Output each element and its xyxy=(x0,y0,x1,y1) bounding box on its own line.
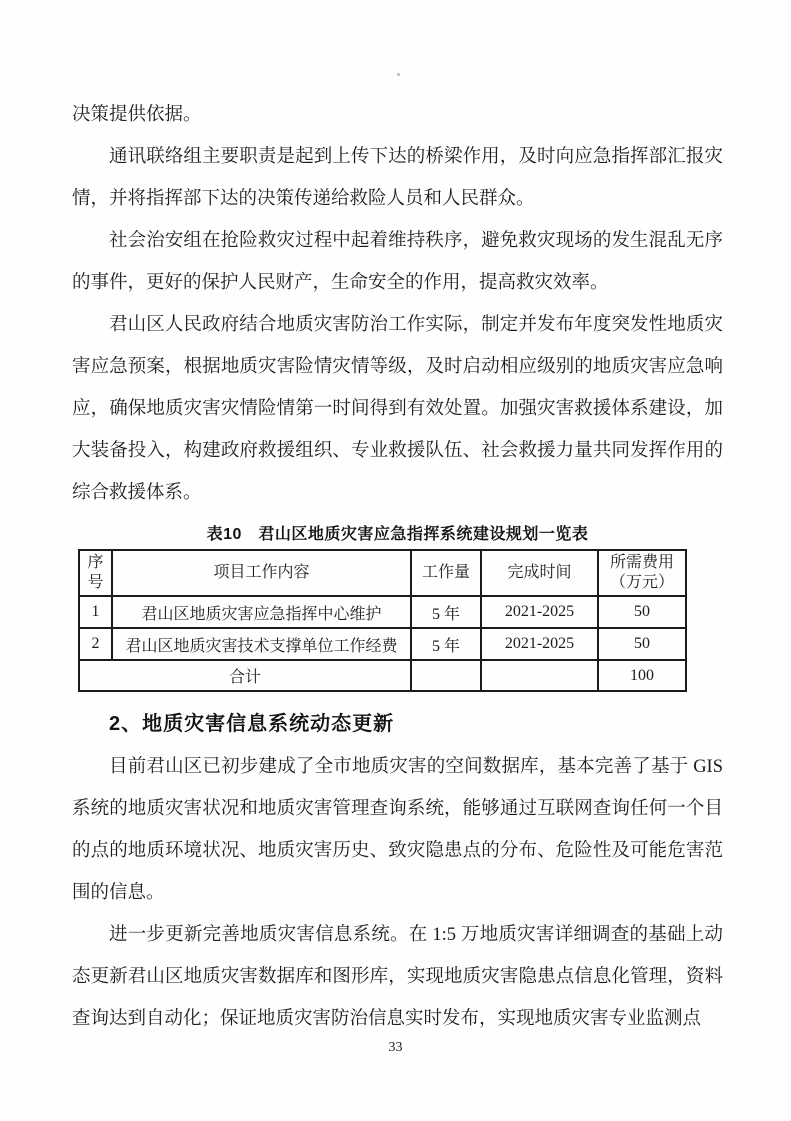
cell-cost: 50 xyxy=(598,628,686,660)
cell-completion-time: 2021-2025 xyxy=(481,596,598,628)
paragraph-government-response: 君山区人民政府结合地质灾害防治工作实际，制定并发布年度突发性地质灾害应急预案，根据地质灾害险情灾情等级，及时启动相应级别的地质灾害应急响应，确保地质灾害灾情险情第一时间得到有效处置。加强灾害救援体系建设，加大装备投入，构建政府救援组织、专业救援队伍、社会救援力量共同发挥作用的综合救援体系。 xyxy=(72,315,723,503)
cell-total-cost: 100 xyxy=(598,660,686,691)
header-cell-completion-time: 完成时间 xyxy=(481,550,598,596)
paragraph-continuation: 决策提供依据。 xyxy=(72,105,202,125)
header-cost-line1: 所需费用 xyxy=(609,554,674,571)
page-content xyxy=(72,94,723,1040)
cell-index: 2 xyxy=(79,628,112,660)
scan-speck xyxy=(397,73,400,76)
section-heading: 2、地质灾害信息系统动态更新 xyxy=(109,713,395,735)
table-total-row xyxy=(79,660,686,691)
header-cell-index: 序号 xyxy=(79,550,112,596)
paragraph-info-system-update: 进一步更新完善地质灾害信息系统。在 1:5 万地质灾害详细调查的基础上动态更新君山区地质灾害数据库和图形库，实现地质灾害隐患点信息化管理，资料查询达到自动化；保证地质灾害防治信息实时发布，实现地质灾害专业监测点 xyxy=(72,925,723,1029)
table-row xyxy=(79,628,686,660)
cell-workload: 5 年 xyxy=(411,628,481,660)
cell-project: 君山区地质灾害技术支撑单位工作经费 xyxy=(112,628,411,660)
cell-total-workload-empty xyxy=(411,660,481,691)
cell-total-time-empty xyxy=(481,660,598,691)
page-number: 33 xyxy=(388,1040,403,1055)
cell-cost: 50 xyxy=(598,596,686,628)
table-row xyxy=(79,596,686,628)
cell-workload: 5 年 xyxy=(411,596,481,628)
cell-completion-time: 2021-2025 xyxy=(481,628,598,660)
cell-index: 1 xyxy=(79,596,112,628)
paragraph-gis-database: 目前君山区已初步建成了全市地质灾害的空间数据库，基本完善了基于 GIS 系统的地质灾害状况和地质灾害管理查询系统，能够通过互联网查询任何一个目的点的地质环境状况、地质灾害历史、致灾隐患点的分布、危险性及可能危害范围的信息。 xyxy=(72,757,723,903)
header-cost-line2: （万元） xyxy=(609,574,674,591)
header-cell-project: 项目工作内容 xyxy=(112,550,411,596)
planning-table xyxy=(78,549,687,692)
cell-project: 君山区地质灾害应急指挥中心维护 xyxy=(112,596,411,628)
table-caption: 表10 君山区地质灾害应急指挥系统建设规划一览表 xyxy=(206,526,589,543)
paragraph-communication-group: 通讯联络组主要职责是起到上传下达的桥梁作用，及时向应急指挥部汇报灾情，并将指挥部下达的决策传递给救险人员和人民群众。 xyxy=(72,147,723,209)
table-header-row xyxy=(79,550,686,596)
header-cell-workload: 工作量 xyxy=(411,550,481,596)
header-cell-cost xyxy=(598,550,686,596)
paragraph-public-security-group: 社会治安组在抢险救灾过程中起着维持秩序，避免救灾现场的发生混乱无序的事件，更好的保护人民财产，生命安全的作用，提高救灾效率。 xyxy=(72,231,723,293)
cell-total-label: 合计 xyxy=(79,660,411,691)
